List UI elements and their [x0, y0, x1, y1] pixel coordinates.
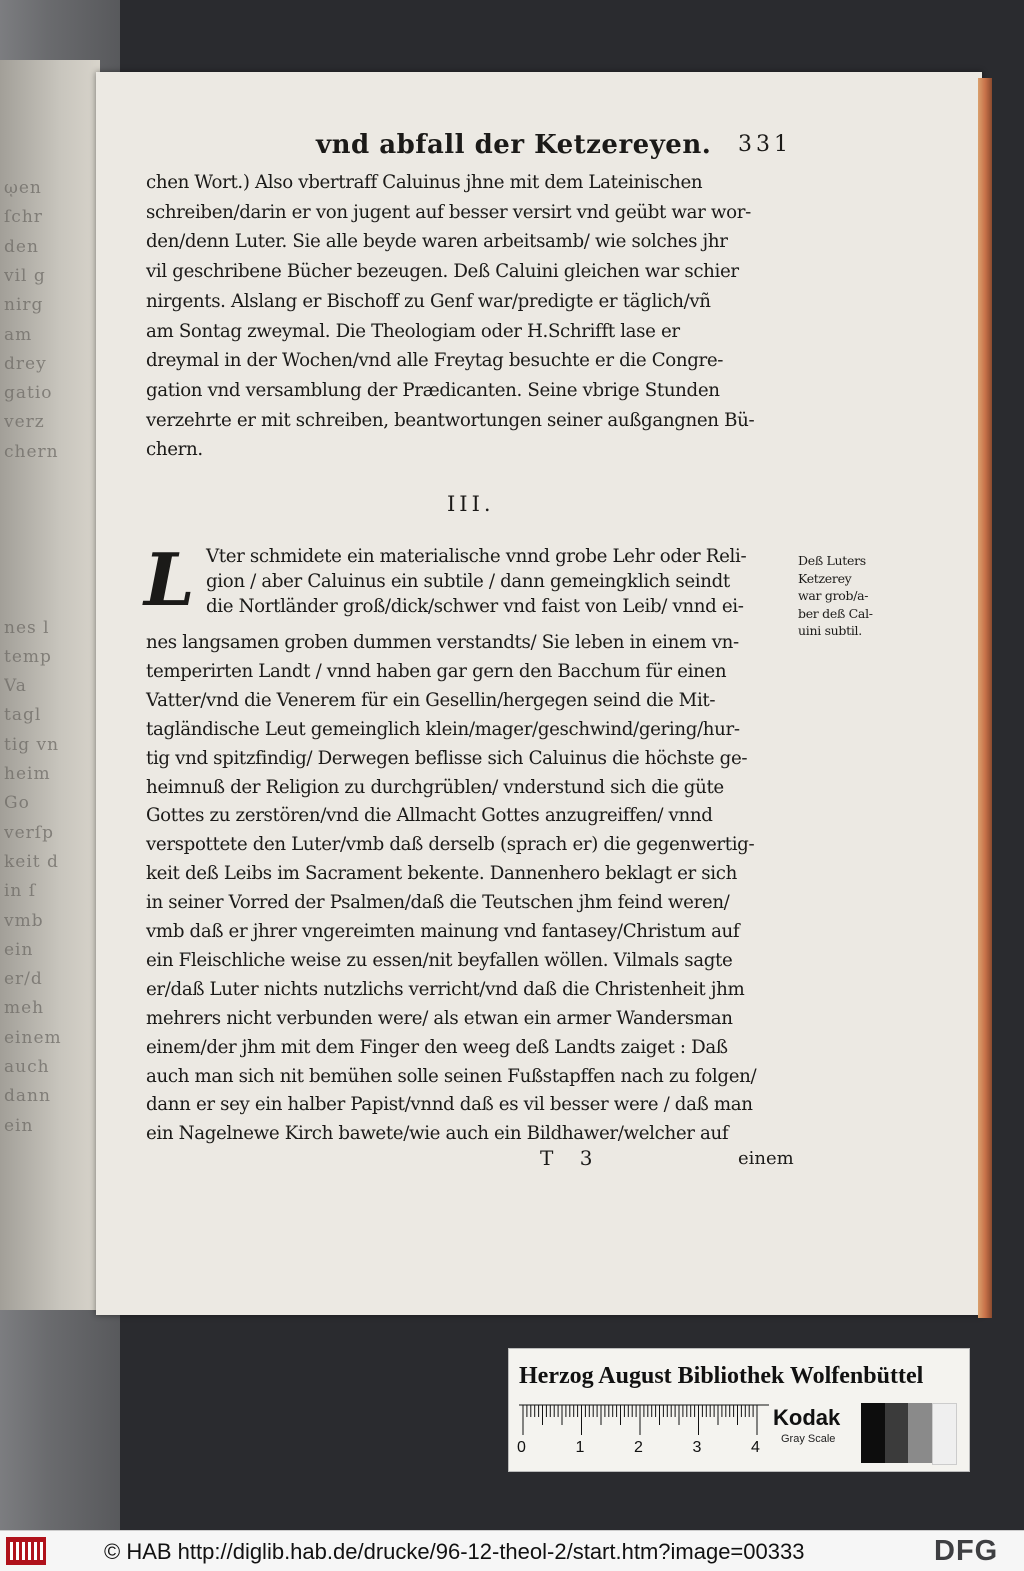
gray-scale-patches: [861, 1403, 957, 1463]
bleed-through-text: heim: [4, 764, 51, 784]
color-scale-card: [508, 1348, 970, 1472]
ruler-number: 1: [575, 1439, 585, 1456]
text-line: nes langsamen groben dummen verstandts/ Sie leben in einem vn-: [146, 632, 739, 653]
text-line: schreiben/darin er von jugent auf besser versirt vnd geübt war wor-: [146, 201, 751, 223]
text-line: dann er sey ein halber Papist/vnnd daß es vil besser were / daß man: [146, 1094, 753, 1116]
ruler: [519, 1403, 769, 1443]
text-line: verzehrte er mit schreiben, beantwortungen seiner außgangnen Bü-: [146, 409, 755, 431]
bleed-through-text: er/d: [4, 969, 43, 990]
bleed-through-text: ῳen: [4, 178, 42, 198]
library-name: Herzog August Bibliothek Wolfenbüttel: [519, 1363, 924, 1389]
text-line: vil geschribene Bücher bezeugen. Deß Caluini gleichen war schier: [146, 261, 739, 283]
margin-note-line: ber deß Cal-: [798, 605, 873, 621]
bleed-through-text: keit d: [4, 851, 59, 872]
text-line: heimnuß der Religion zu durchgrüblen/ vnderstund sich die güte: [146, 776, 724, 798]
bleed-through-text: tig vn: [4, 734, 60, 755]
text-line: Vter schmidete ein materialische vnnd grobe Lehr oder Reli-: [206, 546, 747, 567]
text-line: dreymal in der Wochen/vnd alle Freytag besuchte er die Congre-: [146, 350, 724, 372]
footer-bar: [0, 1530, 1024, 1571]
bleed-through-text: temp: [4, 646, 52, 667]
bleed-through-text: vil g: [4, 265, 46, 286]
text-line: auch man sich nit bemühen solle seinen Fußstapffen nach zu folgen/: [146, 1065, 757, 1087]
bleed-through-text: nirg: [4, 295, 44, 316]
text-line: tig vnd spitzfindig/ Derwegen beflisse sich Caluinus die höchste ge-: [146, 747, 748, 769]
hab-logo-icon: [6, 1537, 46, 1565]
text-line: gation vnd versamblung der Prædicanten. Seine vbrige Stunden: [146, 379, 720, 401]
section-heading: III.: [447, 492, 495, 516]
footer-copyright-link[interactable]: © HAB http://diglib.hab.de/drucke/96-12-theol-2/start.htm?image=00333: [104, 1539, 805, 1564]
text-line: die Nortländer groß/dick/schwer vnd faist von Leib/ vnnd ei-: [206, 596, 744, 617]
bleed-through-text: vmb: [4, 910, 44, 931]
text-line: temperirten Landt / vnnd haben gar gern den Bacchum für einen: [146, 660, 727, 682]
text-line: am Sontag zweymal. Die Theologiam oder H.Schrifft lase er: [146, 320, 680, 342]
bleed-through-text: nes l: [4, 617, 50, 638]
text-line: tagländische Leut gemeinglich klein/mager/geschwind/gering/hur-: [146, 718, 740, 740]
text-line: gion / aber Caluinus ein subtile / dann gemeingklich seindt: [206, 571, 730, 592]
bleed-through-text: in ſ: [4, 881, 37, 902]
text-line: vmb daß er jhrer vngereimten mainung vnd fantasey/Christum auf: [146, 921, 740, 942]
bleed-through-text: den: [4, 236, 39, 257]
text-line: in seiner Vorred der Psalmen/daß die Teutschen jhm feind weren/: [146, 892, 730, 914]
running-title: vnd abfall der Ketzereyen.: [316, 130, 712, 160]
text-line: mehrers nicht verbunden were/ als etwan ein armer Wandersman: [146, 1007, 733, 1029]
signature-mark: T 3: [540, 1146, 603, 1170]
text-line: Gottes zu zerstören/vnd die Allmacht Gottes anzugreiffen/ vnnd: [146, 805, 713, 827]
decorated-initial: L: [144, 537, 195, 622]
bleed-through-text: tagl: [4, 705, 42, 726]
page-number: 331: [738, 132, 792, 157]
bleed-through-text: ein: [4, 939, 34, 960]
text-line: nirgents. Alslang er Bischoff zu Genf war/predigte er täglich/vñ: [146, 290, 711, 312]
bleed-through-text: ſchr: [4, 207, 43, 228]
margin-note-line: war grob/a-: [798, 588, 869, 603]
dfg-logo: DFG: [934, 1535, 999, 1567]
catchword: einem: [738, 1148, 794, 1169]
ruler-number: 3: [692, 1439, 702, 1456]
ruler-number: 0: [517, 1439, 526, 1456]
text-line: chen Wort.) Also vbertraff Caluinus jhne mit dem Lateinischen: [146, 172, 703, 193]
ruler-number: 2: [634, 1439, 643, 1456]
margin-note-line: Ketzerey: [798, 570, 852, 586]
margin-note-line: Deß Luters: [798, 553, 866, 568]
bleed-through-text: verz: [4, 412, 45, 433]
text-line: den/denn Luter. Sie alle beyde waren arbeitsamb/ wie solches jhr: [146, 231, 728, 253]
previous-page-edge: [0, 60, 100, 1310]
text-line: keit deß Leibs im Sacrament bekente. Dannenhero beklagt er sich: [146, 863, 737, 885]
text-line: ein Nagelnewe Kirch bawete/wie auch ein Bildhawer/welcher auf: [146, 1123, 729, 1145]
text-line: ein Fleischliche weise zu essen/nit beyfallen wöllen. Vilmals sagte: [146, 949, 733, 971]
kodak-subtitle: Gray Scale: [781, 1433, 836, 1445]
margin-note-line: uini subtil.: [798, 623, 862, 638]
bleed-through-text: meh: [4, 998, 45, 1019]
bleed-through-text: Va: [4, 676, 27, 697]
text-line: Vatter/vnd die Venerem für ein Gesellin/hergegen seind die Mit-: [146, 689, 716, 711]
bleed-through-text: verſp: [4, 822, 54, 843]
kodak-logo: Kodak: [773, 1405, 841, 1430]
text-line: einem/der jhm mit dem Finger den weeg deß Landts zaiget : Daß: [146, 1036, 728, 1058]
bleed-through-text: gatio: [4, 383, 53, 404]
bleed-through-text: ein: [4, 1115, 34, 1136]
bleed-through-text: drey: [4, 353, 47, 374]
text-line: chern.: [146, 439, 203, 461]
text-line: verspottete den Luter/vmb daß derselb (sprach er) die gegenwertig-: [146, 834, 755, 856]
bleed-through-text: auch: [4, 1057, 50, 1077]
text-line: er/daß Luter nichts nutzlichs verricht/vnd daß die Christenheit jhm: [146, 978, 745, 1000]
bleed-through-text: am: [4, 324, 33, 345]
bleed-through-text: einem: [4, 1027, 62, 1048]
page-fore-edge: [978, 78, 992, 1318]
bleed-through-text: dann: [4, 1086, 51, 1107]
bleed-through-text: Go: [4, 793, 30, 814]
bleed-through-text: chern: [4, 441, 59, 462]
ruler-number: 4: [751, 1439, 760, 1456]
